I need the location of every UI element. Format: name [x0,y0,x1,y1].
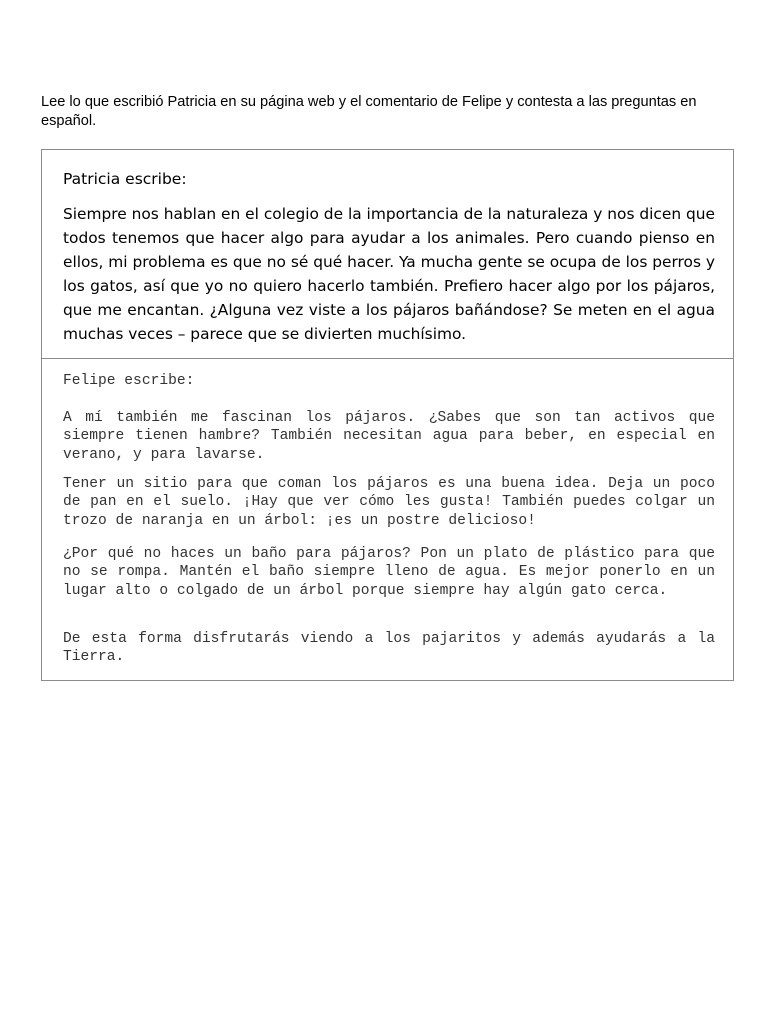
felipe-paragraph-2: Tener un sitio para que coman los pájaros es una buena idea. Deja un poco de pan en el suelo. ¡Hay que ver cómo les gusta! También puedes colgar un trozo de naranja en un árbol: ¡es un postre delicioso! [63,476,715,529]
patricia-body: Siempre nos hablan en el colegio de la importancia de la naturaleza y nos dicen que todos tenemos que hacer algo para ayudar a los animales. Pero cuando pienso en ellos, mi problema es que no sé qué hacer. Ya mucha gente se ocupa de los perros y los gatos, así que yo no quiero hacerlo también. Prefiero hacer algo por los pájaros, que me encantan. ¿Alguna vez viste a los pájaros bañándose? Se meten en el agua muchas veces – parece que se divierten muchísimo. [63,205,715,343]
patricia-heading: Patricia escribe: [63,170,187,188]
instructions-text: Lee lo que escribió Patricia en su página web y el comentario de Felipe y contesta a las preguntas en español. [41,94,697,129]
felipe-comment [42,359,733,681]
felipe-paragraph-1: A mí también me fascinan los pájaros. ¿Sabes que son tan activos que siempre tienen hambre? También necesitan agua para beber, en especial en verano, y para lavarse. [63,410,715,463]
felipe-paragraph-3: ¿Por qué no haces un baño para pájaros? Pon un plato de plástico para que no se rompa. Mantén el baño siempre lleno de agua. Es mejor ponerlo en un lugar alto o colgado de un árbol porque siempre hay algún gato cerca. [63,546,715,599]
reading-text-box [41,149,734,681]
felipe-paragraph-4: De esta forma disfrutarás viendo a los pajaritos y además ayudarás a la Tierra. [63,631,715,666]
felipe-heading: Felipe escribe: [63,373,195,389]
patricia-post [42,150,733,359]
